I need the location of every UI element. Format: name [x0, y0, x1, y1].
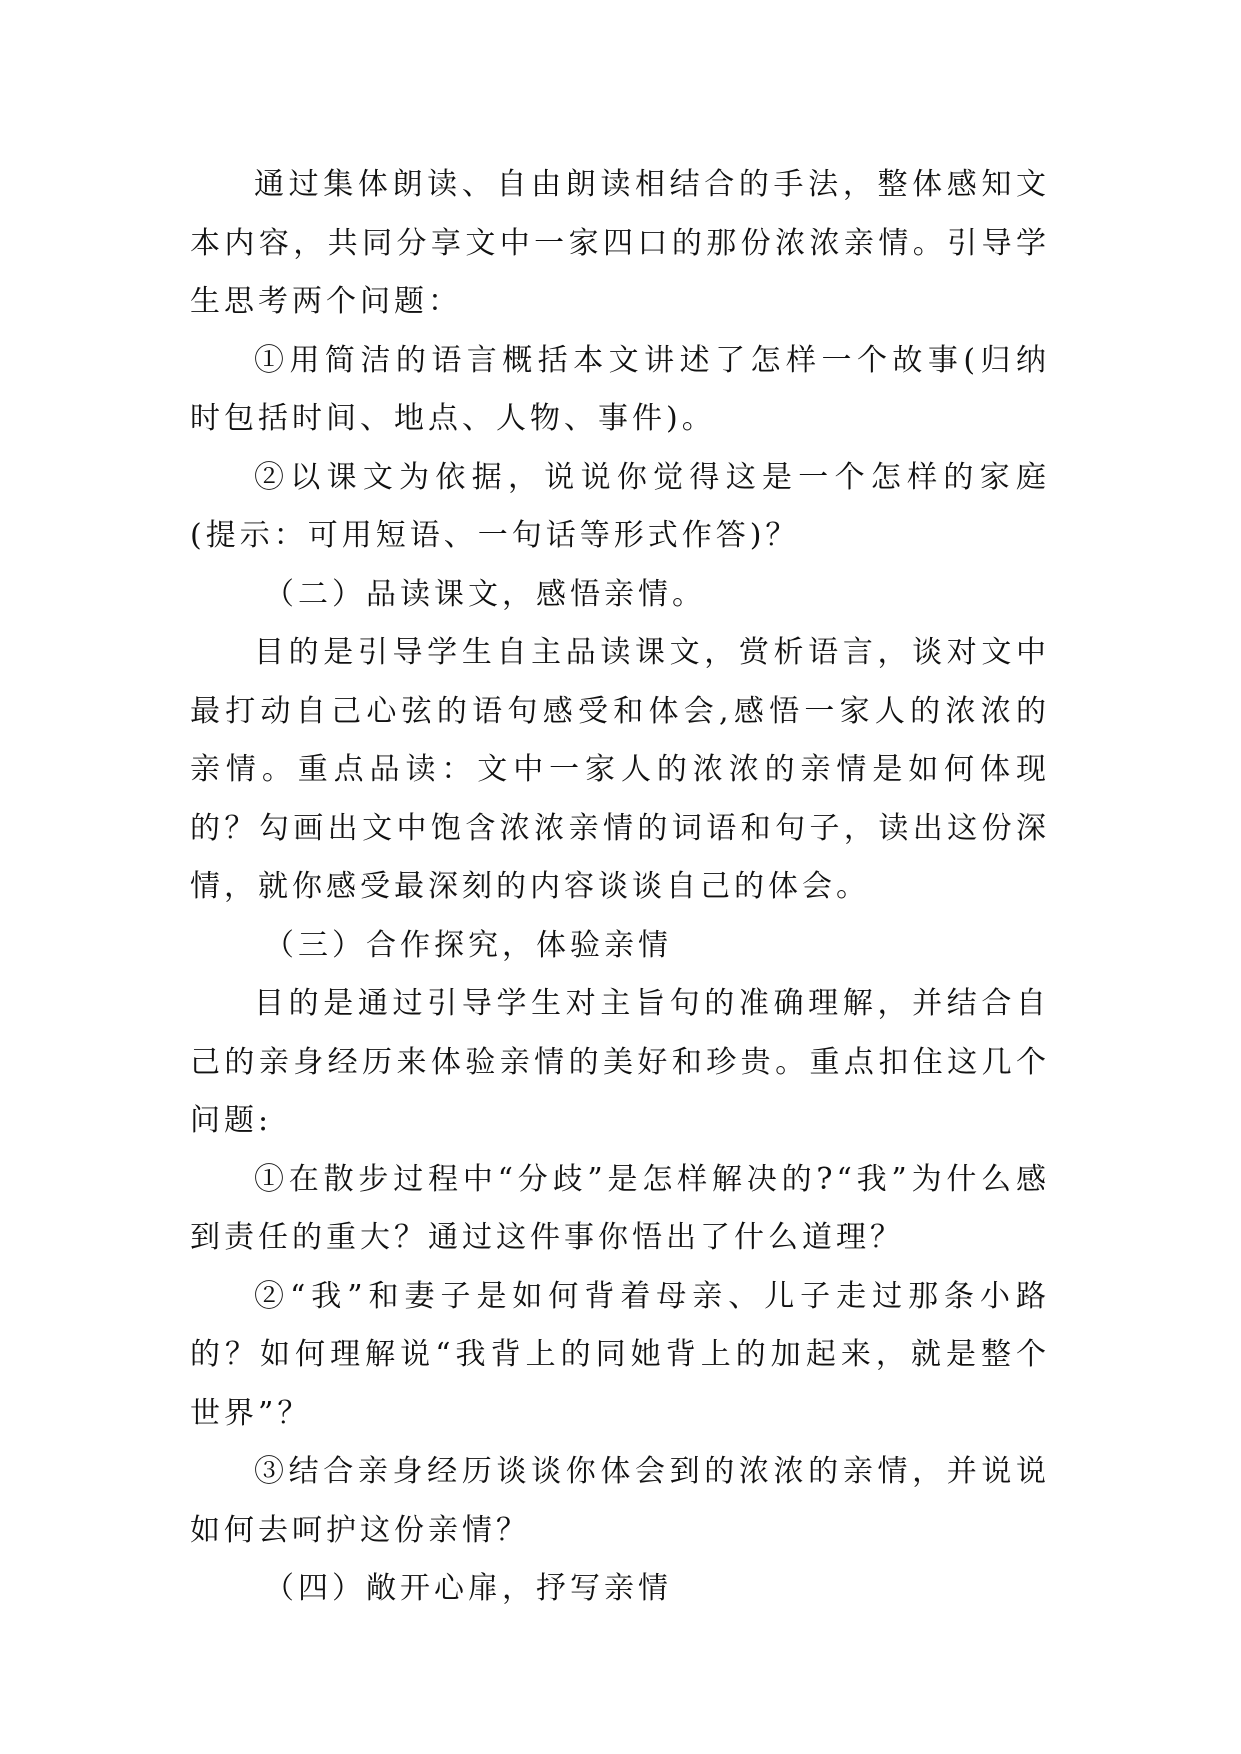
paragraph-explore: 目的是通过引导学生对主旨句的准确理解，并结合自己的亲身经历来体验亲情的美好和珍贵。重点扣住这几个问题:: [190, 986, 1050, 1138]
section-heading-4: （四）敞开心扉，抒写亲情: [264, 1571, 672, 1606]
paragraph-intro: 通过集体朗读、自由朗读相结合的手法，整体感知文本内容，共同分享文中一家四口的那份浓浓亲情。引导学生思考两个问题：: [190, 167, 1050, 319]
section-heading-2: （二）品读课文，感悟亲情。: [264, 576, 706, 612]
question-1: ①用简洁的语言概括本文讲述了怎样一个故事(归纳时包括时间、地点、人物、事件)。: [190, 342, 1050, 436]
question-2: ②以课文为依据，说说你觉得这是一个怎样的家庭(提示：可用短语、一句话等形式作答)？: [190, 459, 1050, 553]
explore-question-3: ③结合亲身经历谈谈你体会到的浓浓的亲情，并说说如何去呵护这份亲情？: [190, 1454, 1050, 1548]
section-heading-3: （三）合作探究，体验亲情: [264, 927, 672, 963]
body-text: [190, 156, 1050, 1619]
paragraph-reading: 目的是引导学生自主品读课文，赏析语言，谈对文中最打动自己心弦的语句感受和体会,感悟一家人的浓浓的亲情。重点品读：文中一家人的浓浓的亲情是如何体现的？勾画出文中饱含浓浓亲情的词语和句子，读出这份深情，就你感受最深刻的内容谈谈自己的体会。: [190, 635, 1050, 904]
explore-question-1: ①在散步过程中“分歧”是怎样解决的?“我”为什么感到责任的重大？通过这件事你悟出了什么道理？: [190, 1161, 1050, 1255]
explore-question-2: ②“我”和妻子是如何背着母亲、儿子走过那条小路的？如何理解说“我背上的同她背上的加起来，就是整个世界”？: [190, 1278, 1050, 1431]
